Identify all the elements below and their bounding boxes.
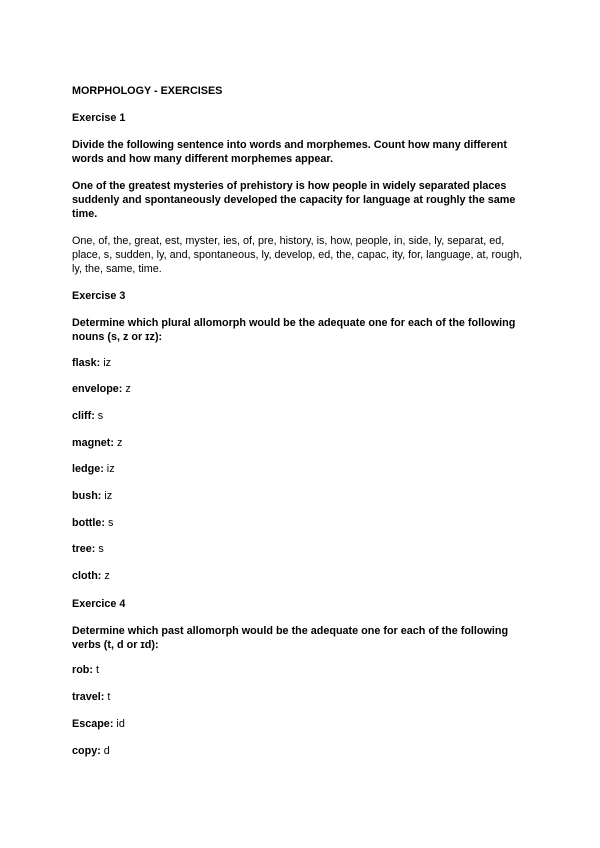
answer-value: d <box>103 744 110 757</box>
exercise-4-heading: Exercice 4 <box>72 597 126 610</box>
exercise-3-instruction: Determine which plural allomorph would be the adequate one for each of the following nouns (s, z or ɪz): <box>72 316 516 343</box>
answer-value: iz <box>106 463 115 476</box>
answer-value: z <box>125 383 131 396</box>
exercise-1-instruction: Divide the following sentence into words and morphemes. Count how many different words and how many different morphemes appear. <box>72 138 507 166</box>
answer-term: ledge: <box>72 463 104 476</box>
answer-value: iz <box>104 490 113 503</box>
answer-term: envelope: <box>72 383 123 396</box>
exercise-3-answers <box>72 357 532 584</box>
answer-line <box>72 664 532 677</box>
answer-line <box>72 463 532 476</box>
answer-term: bottle: <box>72 516 105 529</box>
exercise-1-heading: Exercise 1 <box>72 112 126 125</box>
document-page <box>72 84 532 771</box>
answer-line <box>72 745 532 758</box>
answer-term: cliff: <box>72 410 95 423</box>
answer-term: cloth: <box>72 570 102 583</box>
answer-line <box>72 383 532 396</box>
answer-value: s <box>98 543 104 556</box>
answer-line <box>72 691 532 704</box>
answer-term: copy: <box>72 744 101 757</box>
answer-line <box>72 490 532 503</box>
answer-term: magnet: <box>72 436 114 449</box>
exercise-1-sentence: One of the greatest mysteries of prehistory is how people in widely separated places suddenly and spontaneously developed the capacity for language at roughly the same time. <box>72 179 516 221</box>
answer-value: t <box>96 664 99 677</box>
answer-line <box>72 437 532 450</box>
answer-value: s <box>107 516 114 529</box>
answer-line <box>72 543 532 556</box>
exercise-1-answer: One, of, the, great, est, myster, ies, of, pre, history, is, how, people, in, side, ly, separat, ed, place, s, sudden, ly, and, spontaneous, ly, develop, ed, the, capac, ity, for, language, at, rough, ly, the, same, time. <box>72 234 523 276</box>
answer-value: id <box>116 717 125 730</box>
exercise-3-heading: Exercise 3 <box>72 290 126 303</box>
answer-term: tree: <box>72 543 96 556</box>
answer-line <box>72 570 532 583</box>
answer-term: Escape: <box>72 717 114 730</box>
answer-term: flask: <box>72 356 101 369</box>
answer-value: z <box>104 570 110 583</box>
answer-value: z <box>117 436 123 449</box>
answer-term: rob: <box>72 664 93 677</box>
answer-value: iz <box>103 356 112 369</box>
answer-line <box>72 718 532 731</box>
answer-term: bush: <box>72 490 102 503</box>
answer-term: travel: <box>72 691 105 704</box>
answer-line <box>72 410 532 423</box>
document-title: MORPHOLOGY - EXERCISES <box>72 85 223 97</box>
answer-line <box>72 517 532 530</box>
answer-line <box>72 357 532 370</box>
answer-value: t <box>107 691 111 704</box>
exercise-4-answers <box>72 664 532 757</box>
answer-value: s <box>97 410 104 423</box>
exercise-4-instruction: Determine which past allomorph would be the adequate one for each of the following verbs (t, d or ɪd): <box>72 624 509 651</box>
